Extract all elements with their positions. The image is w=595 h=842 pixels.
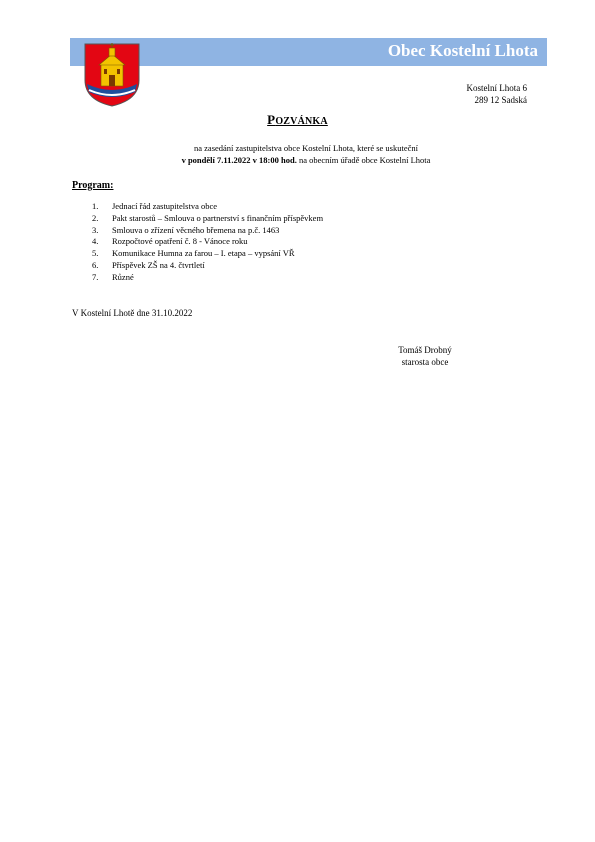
agenda-number: 7. [92,271,99,282]
intro-line-date [0,154,595,166]
meeting-place: na obecním úřadě obce Kostelní Lhota [296,155,431,165]
agenda-text: Příspěvek ZŠ na 4. čtvrtletí [112,259,205,270]
title-initial: P [267,112,276,127]
agenda-item [92,236,323,248]
meeting-date: v pondělí 7.11.2022 v 18:00 hod. [181,155,297,165]
address-line: Kostelní Lhota 6 [466,83,527,93]
agenda-item [92,225,323,237]
agenda-text: Různé [112,271,134,282]
header-band [70,38,547,66]
agenda-number: 5. [92,248,99,259]
agenda-item [92,213,323,225]
office-address [467,82,528,106]
signer-name: Tomáš Drobný [398,345,452,355]
agenda-text: Komunikace Humna za farou – I. etapa – vypsání VŘ [112,248,295,259]
intro-line: na zasedání zastupitelstva obce Kostelní Lhota, které se uskuteční [194,143,418,153]
agenda-item [92,248,323,260]
agenda-number: 1. [92,201,99,211]
agenda-number: 6. [92,259,99,270]
agenda-list [92,201,323,284]
agenda-item [92,260,323,272]
agenda-number: 4. [92,236,99,247]
agenda-text: Pakt starostů – Smlouva o partnerství s finančním příspěvkem [112,212,324,223]
agenda-text: Jednací řád zastupitelstva obce [112,201,218,211]
signer-title: starosta obce [401,357,449,367]
document-title [0,112,595,128]
municipality-title: Obec Kostelní Lhota [387,41,538,60]
place-and-date: V Kostelní Lhotě dne 31.10.2022 [72,308,193,318]
program-label: Program: [72,180,114,191]
coat-of-arms-icon [83,42,141,108]
agenda-number: 3. [92,224,99,235]
agenda-text: Smlouva o zřízení věcného břemena na p.č. 1463 [112,224,280,235]
address-line: 289 12 Sadská [474,95,527,105]
invitation-intro [0,142,595,166]
signature-block [380,344,470,368]
agenda-text: Rozpočtové opatření č. 8 - Vánoce roku [112,236,248,247]
agenda-item [92,272,323,284]
agenda-number: 2. [92,212,99,223]
agenda-item [92,201,323,213]
title-rest: OZVÁNKA [275,116,328,127]
